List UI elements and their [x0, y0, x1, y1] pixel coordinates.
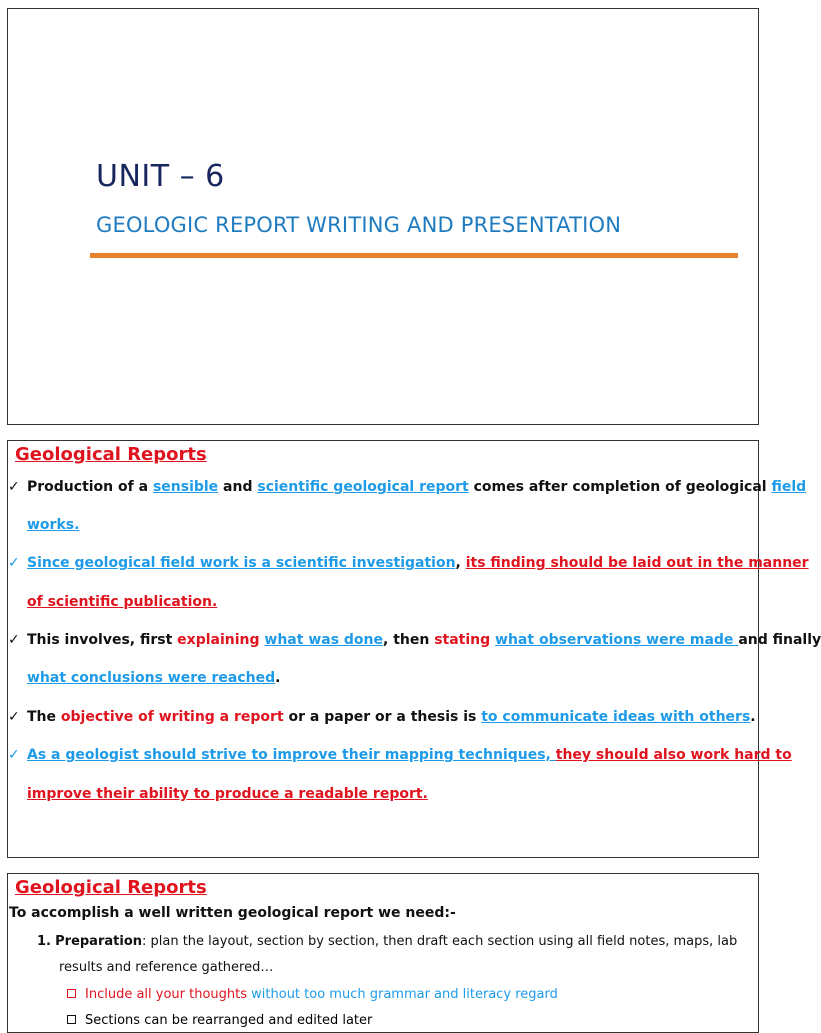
check-icon: ✓ [8, 709, 20, 725]
text: they should also work hard to [555, 747, 792, 763]
bullet-3 [8, 632, 821, 648]
bullet-1-cont: works. [27, 517, 80, 533]
text: and [218, 479, 258, 495]
check-icon: ✓ [8, 747, 20, 763]
text: what conclusions were reached [27, 670, 276, 686]
text: , [455, 555, 466, 571]
item-label: Preparation [55, 934, 142, 949]
text: stating [434, 632, 491, 648]
intro-text: To accomplish a well written geological report we need:- [9, 905, 456, 921]
geological-reports-slide [7, 440, 821, 858]
square-bullet-icon [67, 989, 76, 998]
text: objective of writing a report [60, 709, 284, 725]
text: This involves, first [27, 632, 178, 648]
list-item-1-cont: results and reference gathered… [59, 960, 274, 975]
text: explaining [177, 632, 260, 648]
text: sensible [152, 479, 219, 495]
text: Include all your thoughts [85, 987, 248, 1002]
check-icon: ✓ [8, 632, 20, 648]
bullet-5 [8, 747, 792, 763]
bullet-4 [8, 709, 756, 725]
orange-divider [90, 253, 738, 258]
text: field [771, 479, 807, 495]
bullet-5-cont: improve their ability to produce a readable report. [27, 786, 428, 802]
check-icon: ✓ [8, 479, 20, 495]
text: The [27, 709, 61, 725]
sub-item-1 [67, 987, 558, 1002]
square-bullet-icon [67, 1015, 76, 1024]
sub-item-2 [67, 1013, 372, 1028]
title-slide [7, 8, 759, 425]
text: scientific geological report [257, 479, 469, 495]
item-number: 1. [37, 934, 51, 949]
bullet-2-cont: of scientific publication. [27, 594, 218, 610]
text: what was done [264, 632, 384, 648]
bullet-1 [8, 479, 806, 495]
text: or a paper or a thesis is [283, 709, 482, 725]
text: to communicate ideas with others [481, 709, 751, 725]
text: . [275, 670, 281, 686]
text: Production of a [27, 479, 153, 495]
text: As a geologist should strive to improve their mapping techniques, [27, 747, 556, 763]
check-icon: ✓ [8, 555, 20, 571]
bullet-2 [8, 555, 809, 571]
unit-title: UNIT – 6 [96, 159, 225, 194]
text: . [750, 709, 756, 725]
text: Since geological field work is a scientific investigation [27, 555, 456, 571]
text: and finally [738, 632, 821, 648]
text: its finding should be laid out in the manner [465, 555, 809, 571]
geological-reports-slide-2 [7, 873, 759, 1033]
text: without too much grammar and literacy regard [247, 987, 558, 1002]
slide-heading: Geological Reports [15, 877, 207, 898]
unit-subtitle: GEOLOGIC REPORT WRITING AND PRESENTATION [96, 213, 622, 237]
text: Sections can be rearranged and edited later [85, 1013, 373, 1028]
text: , then [383, 632, 435, 648]
text: what observations were made [495, 632, 739, 648]
bullet-3-cont [27, 670, 280, 686]
list-item-1 [37, 934, 737, 949]
slide-heading: Geological Reports [15, 444, 207, 465]
item-text: : plan the layout, section by section, then draft each section using all field notes, maps, lab [142, 934, 738, 949]
text: comes after completion of geological [468, 479, 772, 495]
